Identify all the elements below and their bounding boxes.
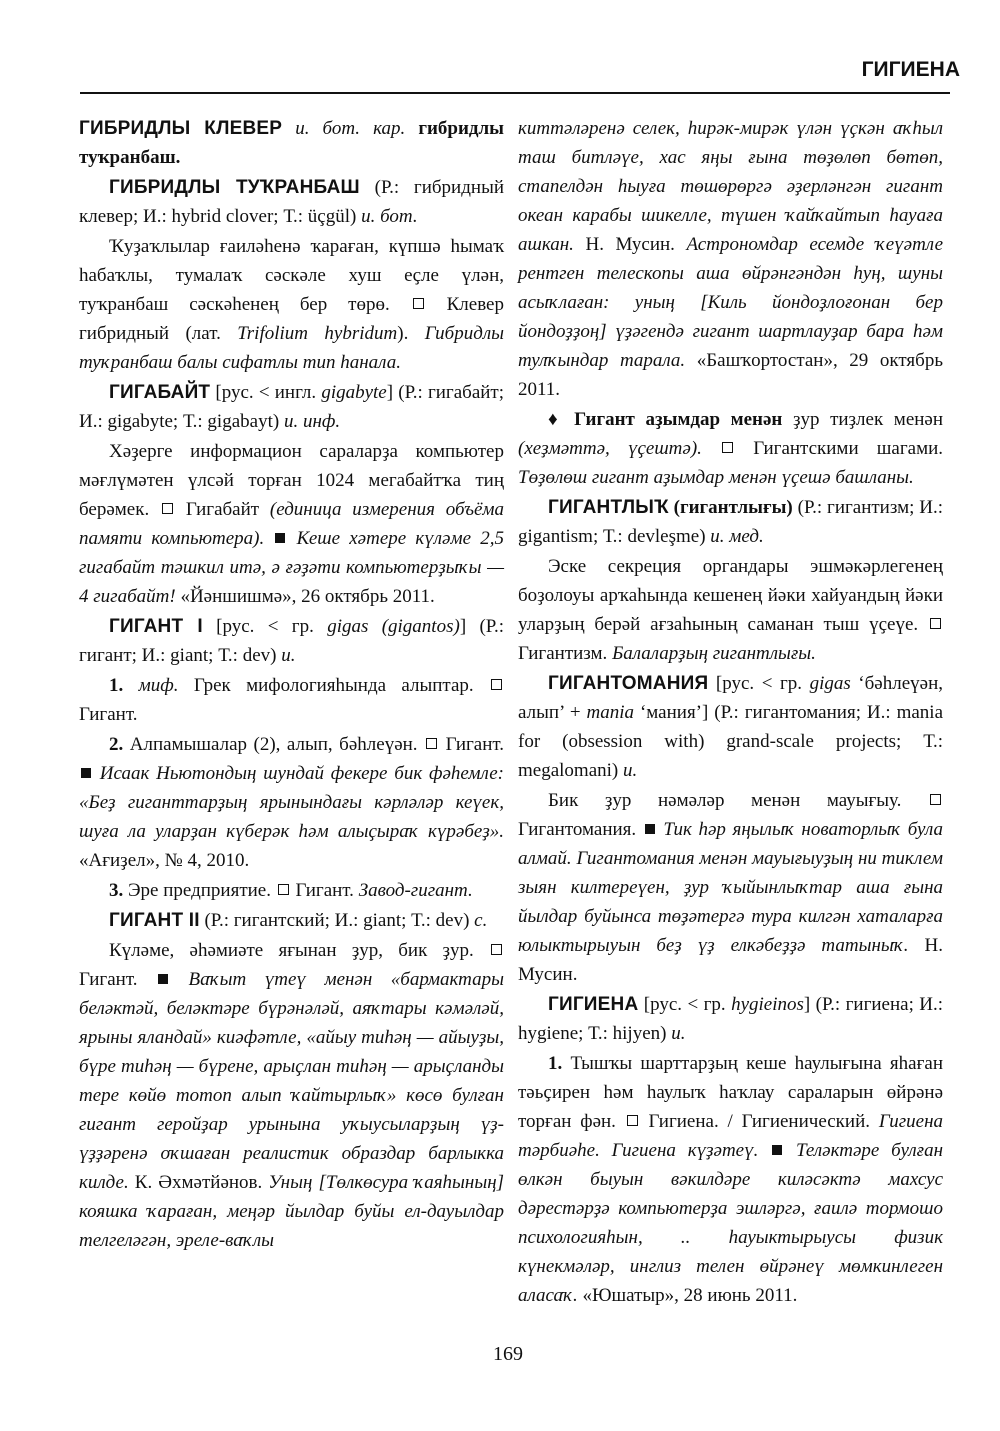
equivalents: (Р.: гигантский; И.: giant; Т.: dev)	[204, 910, 470, 931]
square-symbol-icon	[162, 503, 173, 514]
square-symbol-icon	[930, 618, 941, 629]
square-symbol-icon	[278, 884, 289, 895]
definition-text: Грек мифологияһында алыптар.	[193, 675, 474, 696]
translation: Гигантомания.	[518, 819, 637, 840]
page-number: 169	[493, 1343, 523, 1365]
sense-1	[518, 1049, 943, 1310]
headword: ГИБРИДЛЫ КЛЕВЕР	[79, 118, 283, 139]
headword: ГИГАБАЙТ	[109, 382, 211, 403]
definition-text: Хәҙерге информацион сараларҙа компьютер мәғлүмәтен үлсәй торған 1024 мегабайтҡа тиң берәмек.	[79, 441, 504, 520]
entry-gigantomaniya	[518, 669, 943, 785]
sense-3	[79, 876, 504, 905]
sense-number: 1.	[548, 1053, 563, 1074]
etymon: mania	[586, 702, 635, 723]
grammar-label: и. бот.	[361, 206, 418, 227]
entry-gigant-1	[79, 612, 504, 670]
phrase: Гигант аҙымдар менән	[574, 409, 783, 430]
left-column	[79, 114, 504, 1256]
entry-gigantlyk	[518, 493, 943, 551]
etymon: gigas	[809, 673, 851, 694]
black-square-icon	[772, 1145, 782, 1155]
black-square-icon	[645, 824, 655, 834]
example: Балаларҙың гигантлығы.	[612, 643, 816, 664]
square-symbol-icon	[627, 1115, 638, 1126]
example: Ваҡыт үтеү менән «бармактары беләктәй, беләктәре бүрәнәләй, аяҡтары кәмәләй, ярыны яландай» киәфәтле, «айыу тиһәң — айыуҙы, бүре тиһәң — бүрене, арыҫлан тиһәң — арыҫланды тере көйө тотоп алып ҡайтырлыҡ» көсө булған гигант геройҙар урынына уҡыусыларҙың үҙ-үҙҙәренә оҡшаған реалистик образдар барлыкка килде.	[79, 969, 505, 1193]
square-symbol-icon	[722, 442, 733, 453]
example: Астрономдар есемде ҡеүәтле рентген телескопы аша өйрәнгәндән һуң, шуны асыҡлаған: уның [Киль йондоҙлоғонан бер йондоҙҙоң] үҙәгендә гигант шартлауҙар бара һәм тулҡындар тарала.	[518, 234, 944, 371]
diamond-icon: ♦	[548, 409, 564, 430]
latin-name: Trifolium hybridum	[237, 323, 398, 344]
definition-text: Эре предприятие.	[128, 880, 271, 901]
grammar-label: и.	[281, 645, 296, 666]
etymology-gloss: ‘бәһлеүән, алып’ +	[518, 673, 943, 723]
definition-text: Эске секреция органдары эшмәкәрлегенең боҙолоуы арҡаһында кешенең йәки хайуандың йәки уларҙың берәй ағзаһының саманан тыш үҫеүе.	[518, 556, 943, 635]
equivalents: (Р.: гибридный клевер; И.: hybrid clover; Т.: üçgül)	[79, 177, 504, 227]
definition-text: Ҡуҙаҡлылар ғаиләһенә ҡараған, күпшә һымаҡ һабаҡлы, тумалаҡ сәскәле хуш еҫле үлән, туҡранбаш сәскәһенең бер төрө.	[79, 236, 504, 315]
header-rule	[80, 92, 950, 94]
headword: ГИГИЕНА	[548, 994, 639, 1015]
square-symbol-icon	[491, 679, 502, 690]
definition-text: ҙур тиҙлек менән	[792, 409, 944, 430]
headword: ГИГАНТОМАНИЯ	[548, 673, 709, 694]
black-square-icon	[81, 768, 91, 778]
sense-2	[79, 730, 504, 875]
example: Тик һәр яңылыҡ новаторлыҡ була алмай. Гигантомания менән мауығыуҙың ни тиклем зыян килтереүен, ҙур ҡыйынлыҡтар аша ғына йылдар буйынса төҙәтергә тура килгән хаталарға юлыктырыуын беҙ үҙ елкәбеҙҙә татыныҡ.	[518, 819, 943, 956]
example: Гигиена тәрбиәһе. Гигиена күҙәтеү.	[518, 1111, 944, 1161]
equivalents: ] (Р.: гигант; И.: giant; Т.: dev)	[79, 616, 505, 666]
example: Теләктәре булған өлкән быуын вәкилдәре киләсәктә махсус дәрестәрҙә компьютерҙа эшләргә, ғаилә тормошо психологияһын, .. һауыктырыусы физик күнекмәләр, инглиз телен өйрәнеү мөмкинлеген аласаҡ.	[518, 1140, 944, 1306]
headword: ГИГАНТ I	[109, 616, 203, 637]
grammar-label: и. инф.	[283, 411, 341, 432]
example: Гибридлы туҡранбаш балы сифатлы тип һанала.	[79, 323, 504, 373]
headword: ГИГАНТЛЫҠ	[548, 497, 669, 518]
translation: Гигантскими шагами.	[753, 438, 944, 459]
source: «Йәншишмә», 26 октябрь 2011.	[180, 586, 435, 607]
headword-variant: (гигантлығы)	[673, 497, 793, 518]
definition-text: Тышҡы шарттарҙың кеше һаулығына яһаған тәьҫирен һәм һаулыҡ һаҡлау сараларын өйрәнә торған фән.	[518, 1053, 943, 1132]
definition-text: Алпамышалар (2), алып, бәһлеүән.	[129, 734, 418, 755]
grammar-label: и. бот. кар.	[295, 118, 406, 139]
definition	[79, 232, 504, 377]
example: киттәләренә селек, һирәк-мирәк үлән үҫкән аҡһыл таш битләүе, хас яңы ғына төҙөлөп бөтөп, стапелдән һыуға төшөрөргә әҙерләнгән гигант океан карабы шикелле, түшен ҡайҡайтып һауаға ашкан.	[518, 118, 943, 255]
source: К. Әхмәтйәнов.	[134, 1172, 263, 1193]
example: Завод-гигант.	[358, 880, 473, 901]
grammar-label: с.	[474, 910, 488, 931]
definition	[518, 552, 943, 668]
translation: Гигабайт	[185, 499, 260, 520]
translation: Гигант.	[79, 969, 138, 990]
etymology-prefix: [рус. < гр.	[643, 994, 726, 1015]
example: Исаак Ньютондың шундай фекере бик фәһемле: «Беҙ гиганттарҙың ярынындағы кәрләләр кеүек, шуға ла уларҙан күберәк һәм алыҫыраҡ күрәбеҙ».	[79, 763, 504, 842]
right-column	[518, 114, 943, 1311]
gloss: (хеҙмәттә, үҫештә).	[518, 438, 702, 459]
source: Н. Мусин.	[518, 935, 943, 985]
equivalents: (Р.: гигантизм; И.: gigantism; Т.: devleşme)	[518, 497, 943, 547]
equivalents: ‘мания’] (Р.: гигантомания; И.: mania for (obsession with) grand-scale projects; Т.: megalomani)	[518, 702, 943, 781]
close-paren: ).	[397, 323, 409, 344]
grammar-label: и.	[623, 760, 638, 781]
translation: Гигантизм.	[518, 643, 608, 664]
square-symbol-icon	[491, 944, 502, 955]
headword: ГИБРИДЛЫ ТУҠРАНБАШ	[109, 177, 360, 198]
entry-gibridly-klever	[79, 114, 504, 172]
definition-text: Бик ҙур нәмәләр менән мауығыу.	[548, 790, 902, 811]
source: «Ағиҙел», № 4, 2010.	[79, 850, 250, 871]
headword: ГИГАНТ II	[109, 910, 200, 931]
definition	[79, 936, 504, 1255]
source: Н. Мусин.	[585, 234, 675, 255]
sense-number: 1.	[109, 675, 124, 696]
black-square-icon	[275, 533, 285, 543]
etymology-prefix: [рус. < гр.	[715, 673, 803, 694]
translation: Гигант.	[295, 880, 354, 901]
etymology-prefix: [рус. < ингл.	[215, 382, 317, 403]
example: Төҙөлөш гигант аҙымдар менән үҫешә башланы.	[518, 467, 914, 488]
etymon: gigabyte	[321, 382, 387, 403]
gloss: (единица измерения объёма памяти компьютера).	[79, 499, 505, 549]
sense-1	[79, 671, 504, 729]
sense-number: 3.	[109, 880, 124, 901]
definition-text: Күләме, әһәмиәте яғынан ҙур, бик ҙур.	[109, 940, 474, 961]
example: Уның [Төлкөсура ҡаяһының] кояшка ҡараған, меңәр йылдар буйы ел-дауылдар телгеләгән, эреле-ваҡлы	[79, 1172, 505, 1251]
definition	[79, 437, 504, 611]
example: Кеше хәтере күләме 2,5 гигабайт тәшкил итә, ә ғәҙәти компьютерҙыҡы — 4 гигабайт!	[79, 528, 505, 607]
translation: Гигиена. / Гигиенический.	[648, 1111, 870, 1132]
source: «Башҡортостан», 29 октябрь 2011.	[518, 350, 943, 400]
translation: Гигант.	[79, 704, 138, 725]
grammar-label: и.	[671, 1023, 686, 1044]
square-symbol-icon	[413, 298, 424, 309]
running-head: ГИГИЕНА	[861, 58, 960, 81]
phrase-entry	[518, 405, 943, 492]
sense-number: 2.	[109, 734, 124, 755]
entry-gibridly-tukranbash	[79, 173, 504, 231]
cross-reference: гибридлы туҡранбаш.	[79, 118, 505, 168]
equivalents: ] (Р.: гигабайт; И.: gigabyte; Т.: gigabayt)	[79, 382, 505, 432]
etymology-prefix: [рус. < гр.	[216, 616, 314, 637]
example-continuation	[518, 114, 943, 404]
definition	[518, 786, 943, 989]
source: «Юшатыр», 28 июнь 2011.	[582, 1285, 798, 1306]
entry-gigiena	[518, 990, 943, 1048]
square-symbol-icon	[930, 794, 941, 805]
translation: Клевер гибридный (лат.	[79, 294, 504, 344]
translation: Гигант.	[445, 734, 505, 755]
entry-gigant-2	[79, 906, 504, 935]
black-square-icon	[158, 974, 168, 984]
etymon: gigas (gigantos)	[327, 616, 460, 637]
grammar-label: миф.	[138, 675, 179, 696]
square-symbol-icon	[426, 738, 437, 749]
etymon: hygieinos	[731, 994, 804, 1015]
entry-gigabayt	[79, 378, 504, 436]
grammar-label: и. мед.	[710, 526, 764, 547]
equivalents: ] (Р.: гигиена; И.: hygiene; Т.: hijyen)	[518, 994, 944, 1044]
